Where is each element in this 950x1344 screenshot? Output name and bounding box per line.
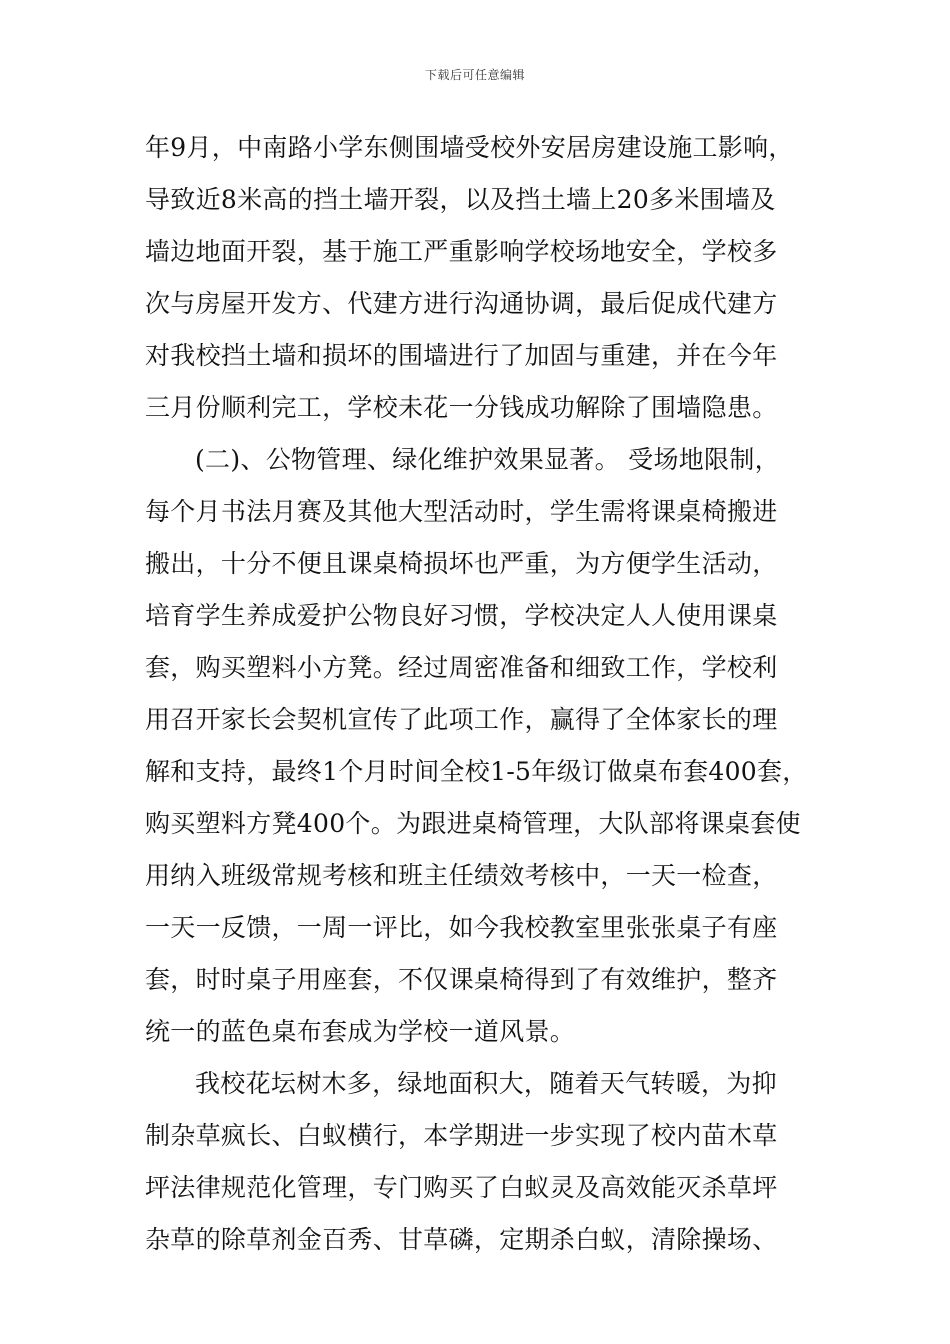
body-line: 套，购买塑料小方凳。经过周密准备和细致工作，学校利	[145, 653, 778, 682]
paragraph-start-line: 我校花坛树木多，绿地面积大，随着天气转暖，为抑	[195, 1069, 777, 1098]
body-line: 一天一反馈，一周一评比，如今我校教室里张张桌子有座	[145, 913, 778, 942]
body-line: 导致近8米高的挡土墙开裂，以及挡土墙上20多米围墙及	[145, 185, 776, 214]
body-line: 搬出，十分不便且课桌椅损坏也严重，为方便学生活动，	[145, 549, 778, 578]
body-line: 统一的蓝色桌布套成为学校一道风景。	[145, 1017, 576, 1046]
body-line: 次与房屋开发方、代建方进行沟通协调，最后促成代建方	[145, 289, 778, 318]
body-line: 购买塑料方凳400个。为跟进桌椅管理，大队部将课桌套使	[145, 809, 801, 838]
body-line: 套，时时桌子用座套，不仅课桌椅得到了有效维护，整齐	[145, 965, 778, 994]
page-header: 下载后可任意编辑	[424, 68, 525, 82]
paragraph-start-line: (二)、公物管理、绿化维护效果显著。 受场地限制，	[195, 445, 780, 474]
body-line: 坪法律规范化管理，专门购买了白蚁灵及高效能灭杀草坪	[145, 1173, 778, 1202]
body-line: 用召开家长会契机宣传了此项工作，赢得了全体家长的理	[145, 705, 778, 734]
body-line: 杂草的除草剂金百秀、甘草磷，定期杀白蚁，清除操场、	[145, 1225, 778, 1254]
body-line: 墙边地面开裂，基于施工严重影响学校场地安全，学校多	[145, 237, 778, 266]
body-line: 年9月，中南路小学东侧围墙受校外安居房建设施工影响，	[145, 133, 794, 162]
body-line: 对我校挡土墙和损坏的围墙进行了加固与重建，并在今年	[145, 341, 778, 370]
body-line: 解和支持，最终1个月时间全校1-5年级订做桌布套400套，	[145, 757, 808, 786]
body-line: 每个月书法月赛及其他大型活动时，学生需将课桌椅搬进	[145, 497, 778, 526]
body-line: 三月份顺利完工，学校未花一分钱成功解除了围墙隐患。	[145, 393, 778, 422]
body-line: 培育学生养成爱护公物良好习惯，学校决定人人使用课桌	[145, 601, 778, 630]
body-line: 制杂草疯长、白蚁横行，本学期进一步实现了校内苗木草	[145, 1121, 778, 1150]
body-line: 用纳入班级常规考核和班主任绩效考核中，一天一检查，	[145, 861, 778, 890]
